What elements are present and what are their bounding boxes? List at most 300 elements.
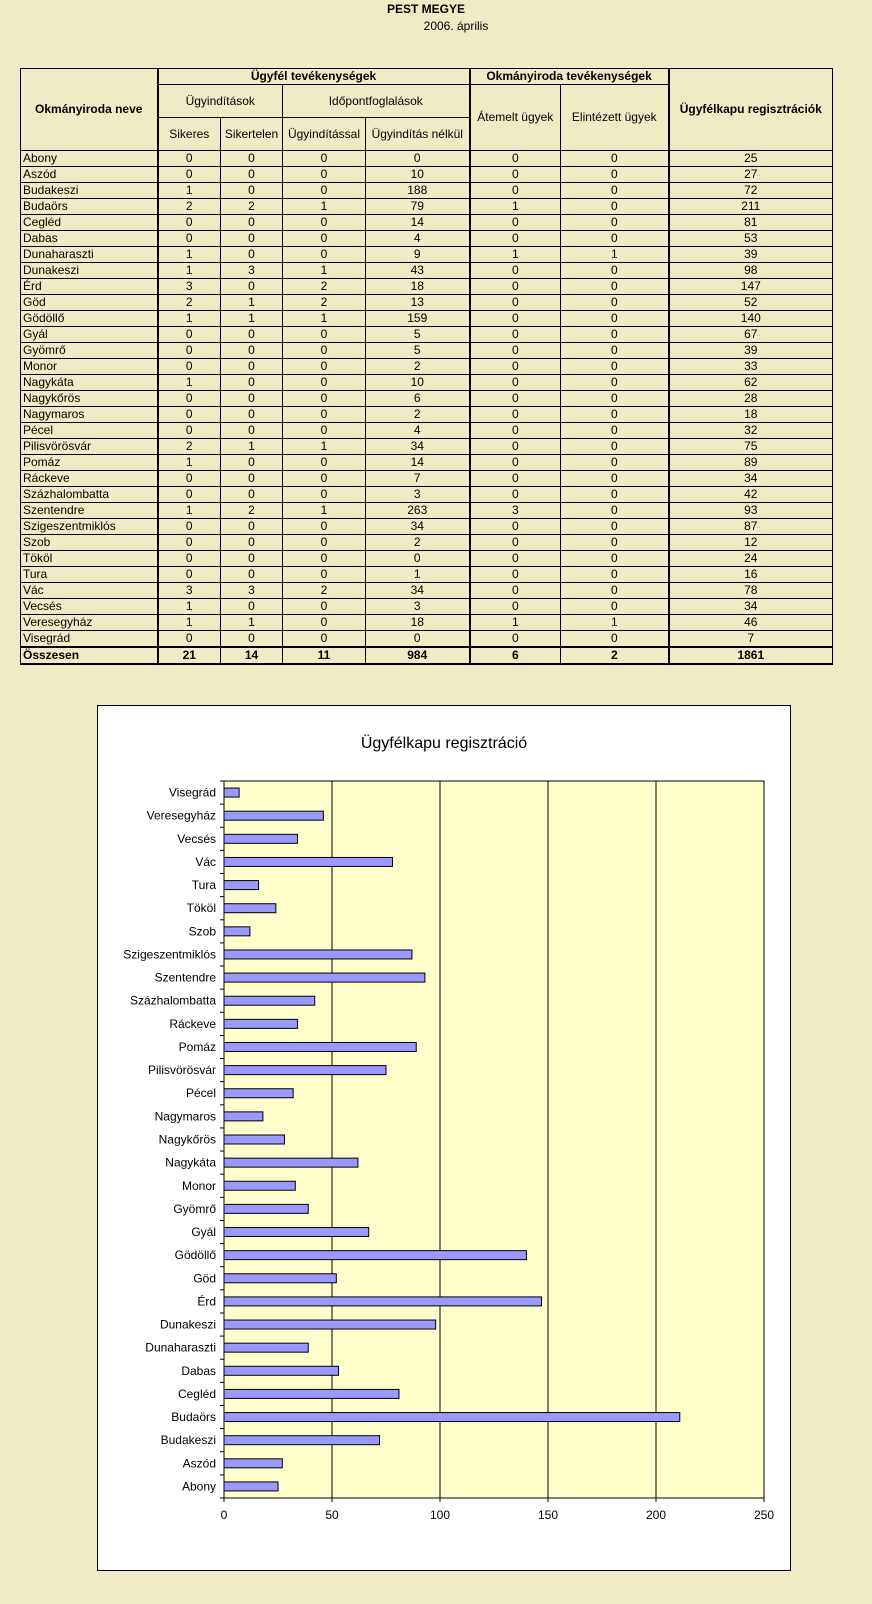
table-row	[21, 503, 833, 519]
cell-elintezett: 0	[561, 471, 669, 487]
office-name: Budaörs	[21, 199, 158, 215]
cell-ugyinditas-nelkul: 34	[366, 439, 470, 455]
cell-kapu: 67	[669, 327, 833, 343]
cell-ugyinditas-nelkul: 10	[366, 375, 470, 391]
cell-sikertelen: 2	[221, 199, 283, 215]
cell-kapu: 12	[669, 535, 833, 551]
x-tick-label: 0	[220, 1508, 228, 1522]
cell-elintezett: 0	[561, 503, 669, 519]
category-label: Százhalombatta	[129, 993, 216, 1008]
category-label: Visegrád	[168, 785, 216, 800]
cell-ugyinditas-nelkul: 13	[366, 295, 470, 311]
x-tick-label: 200	[645, 1508, 667, 1522]
category-label: Nagykáta	[165, 1155, 216, 1170]
cell-sikertelen: 0	[221, 567, 283, 583]
cell-ugyinditas-nelkul: 7	[366, 471, 470, 487]
cell-ugyinditassal: 0	[283, 247, 366, 263]
office-name: Dunaharaszti	[21, 247, 158, 263]
office-name: Nagymaros	[21, 407, 158, 423]
page-date: 2006. április	[423, 19, 489, 33]
cell-kapu: 24	[669, 551, 833, 567]
office-name: Ráckeve	[21, 471, 158, 487]
cell-sikertelen: 2	[221, 503, 283, 519]
cell-sikeres: 0	[158, 567, 221, 583]
office-name: Érd	[21, 279, 158, 295]
cell-atemelt: 0	[470, 519, 561, 535]
cell-ugyinditas-nelkul: 9	[366, 247, 470, 263]
cell-ugyinditassal: 1	[283, 199, 366, 215]
cell-elintezett: 0	[561, 279, 669, 295]
cell-ugyinditassal: 0	[283, 231, 366, 247]
cell-ugyinditas-nelkul: 984	[366, 647, 470, 664]
category-label: Érd	[197, 1294, 216, 1309]
cell-atemelt: 0	[470, 343, 561, 359]
cell-kapu: 42	[669, 487, 833, 503]
cell-sikertelen: 1	[221, 439, 283, 455]
cell-atemelt: 1	[470, 615, 561, 631]
cell-sikertelen: 1	[221, 311, 283, 327]
cell-ugyinditassal: 2	[283, 279, 366, 295]
cell-sikeres: 0	[158, 391, 221, 407]
bar	[224, 1366, 338, 1375]
cell-kapu: 46	[669, 615, 833, 631]
office-name: Szentendre	[21, 503, 158, 519]
cell-sikeres: 3	[158, 279, 221, 295]
category-label: Vecsés	[177, 831, 216, 846]
category-label: Budakeszi	[160, 1433, 216, 1448]
cell-sikeres: 0	[158, 487, 221, 503]
table-row	[21, 599, 833, 615]
col-header-ugyinditas-nelkul: Ügyindítás nélkül	[366, 118, 470, 151]
cell-sikeres: 0	[158, 359, 221, 375]
cell-ugyinditas-nelkul: 3	[366, 599, 470, 615]
cell-ugyinditassal: 0	[283, 375, 366, 391]
table-row	[21, 615, 833, 631]
category-label: Budaörs	[171, 1410, 216, 1425]
cell-sikertelen: 3	[221, 583, 283, 599]
table-row	[21, 167, 833, 183]
cell-kapu: 147	[669, 279, 833, 295]
cell-ugyinditassal: 1	[283, 311, 366, 327]
cell-ugyinditassal: 1	[283, 503, 366, 519]
cell-kapu: 75	[669, 439, 833, 455]
cell-ugyinditassal: 0	[283, 407, 366, 423]
cell-ugyinditassal: 0	[283, 567, 366, 583]
category-label: Pécel	[185, 1086, 216, 1101]
cell-kapu: 25	[669, 151, 833, 167]
cell-kapu: 78	[669, 583, 833, 599]
cell-ugyinditas-nelkul: 6	[366, 391, 470, 407]
cell-kapu: 52	[669, 295, 833, 311]
cell-sikertelen: 14	[221, 647, 283, 664]
category-label: Dabas	[181, 1363, 216, 1378]
cell-ugyinditassal: 0	[283, 615, 366, 631]
table-row	[21, 215, 833, 231]
cell-ugyinditas-nelkul: 2	[366, 359, 470, 375]
cell-sikeres: 2	[158, 439, 221, 455]
bar	[224, 996, 315, 1005]
office-name: Vác	[21, 583, 158, 599]
cell-elintezett: 1	[561, 247, 669, 263]
cell-ugyinditassal: 0	[283, 471, 366, 487]
bar	[224, 927, 250, 936]
cell-atemelt: 0	[470, 375, 561, 391]
cell-elintezett: 0	[561, 455, 669, 471]
cell-elintezett: 0	[561, 167, 669, 183]
cell-atemelt: 0	[470, 407, 561, 423]
group-header-ugyfel: Ügyfél tevékenységek	[158, 69, 470, 85]
col-header-atemelt: Átemelt ügyek	[470, 85, 561, 151]
category-label: Ráckeve	[169, 1016, 216, 1031]
cell-sikertelen: 0	[221, 247, 283, 263]
office-name: Vecsés	[21, 599, 158, 615]
cell-kapu: 16	[669, 567, 833, 583]
cell-sikertelen: 0	[221, 167, 283, 183]
office-name: Pécel	[21, 423, 158, 439]
x-tick-label: 100	[429, 1508, 451, 1522]
cell-ugyinditassal: 0	[283, 599, 366, 615]
cell-sikeres: 0	[158, 327, 221, 343]
cell-ugyinditas-nelkul: 79	[366, 199, 470, 215]
col-header-ugyinditassal: Ügyindítással	[283, 118, 366, 151]
cell-ugyinditassal: 0	[283, 551, 366, 567]
cell-sikeres: 0	[158, 151, 221, 167]
cell-atemelt: 0	[470, 327, 561, 343]
office-name: Gödöllő	[21, 311, 158, 327]
table-row	[21, 279, 833, 295]
category-label: Veresegyház	[146, 808, 216, 823]
office-name: Cegléd	[21, 215, 158, 231]
cell-kapu: 18	[669, 407, 833, 423]
cell-kapu: 98	[669, 263, 833, 279]
cell-atemelt: 0	[470, 455, 561, 471]
cell-elintezett: 0	[561, 583, 669, 599]
cell-sikeres: 0	[158, 471, 221, 487]
cell-ugyinditas-nelkul: 3	[366, 487, 470, 503]
bar	[224, 1204, 308, 1213]
cell-elintezett: 1	[561, 615, 669, 631]
cell-sikeres: 1	[158, 615, 221, 631]
cell-sikertelen: 0	[221, 519, 283, 535]
cell-elintezett: 0	[561, 183, 669, 199]
cell-ugyinditas-nelkul: 159	[366, 311, 470, 327]
bar	[224, 811, 323, 820]
cell-ugyinditassal: 0	[283, 487, 366, 503]
table-row	[21, 407, 833, 423]
cell-elintezett: 0	[561, 567, 669, 583]
table-row	[21, 519, 833, 535]
office-name: Visegrád	[21, 631, 158, 648]
bar	[224, 1042, 416, 1051]
cell-sikeres: 1	[158, 599, 221, 615]
category-label: Pilisvörösvár	[147, 1063, 216, 1078]
cell-kapu: 81	[669, 215, 833, 231]
table-row	[21, 471, 833, 487]
cell-kapu: 7	[669, 631, 833, 648]
category-label: Cegléd	[177, 1386, 216, 1401]
bar	[224, 1389, 399, 1398]
table-row	[21, 423, 833, 439]
category-label: Dunakeszi	[159, 1317, 216, 1332]
cell-atemelt: 0	[470, 599, 561, 615]
cell-kapu: 93	[669, 503, 833, 519]
cell-kapu: 140	[669, 311, 833, 327]
bar	[224, 1019, 297, 1028]
cell-atemelt: 0	[470, 391, 561, 407]
cell-kapu: 53	[669, 231, 833, 247]
total-label: Összesen	[21, 647, 158, 664]
cell-kapu: 211	[669, 199, 833, 215]
cell-atemelt: 0	[470, 183, 561, 199]
office-name: Nagykőrös	[21, 391, 158, 407]
cell-ugyinditas-nelkul: 0	[366, 551, 470, 567]
bar	[224, 881, 259, 890]
cell-atemelt: 1	[470, 247, 561, 263]
cell-atemelt: 0	[470, 535, 561, 551]
category-label: Szigeszentmiklós	[123, 947, 216, 962]
cell-atemelt: 0	[470, 215, 561, 231]
bar	[224, 1413, 680, 1422]
cell-kapu: 34	[669, 599, 833, 615]
cell-elintezett: 0	[561, 343, 669, 359]
table-row	[21, 535, 833, 551]
cell-sikertelen: 0	[221, 423, 283, 439]
cell-kapu: 39	[669, 343, 833, 359]
cell-ugyinditassal: 0	[283, 183, 366, 199]
cell-elintezett: 0	[561, 295, 669, 311]
category-label: Gyál	[191, 1225, 216, 1240]
table-row	[21, 263, 833, 279]
table-row	[21, 247, 833, 263]
cell-ugyinditassal: 0	[283, 631, 366, 648]
col-header-kapu: Ügyfélkapu regisztrációk	[669, 69, 833, 151]
category-label: Aszód	[182, 1456, 216, 1471]
cell-atemelt: 0	[470, 295, 561, 311]
cell-ugyinditas-nelkul: 14	[366, 455, 470, 471]
cell-sikertelen: 0	[221, 455, 283, 471]
cell-sikeres: 0	[158, 343, 221, 359]
cell-sikeres: 0	[158, 407, 221, 423]
office-name: Gyál	[21, 327, 158, 343]
cell-elintezett: 0	[561, 375, 669, 391]
cell-ugyinditas-nelkul: 34	[366, 583, 470, 599]
office-name: Dabas	[21, 231, 158, 247]
cell-elintezett: 0	[561, 535, 669, 551]
cell-ugyinditas-nelkul: 1	[366, 567, 470, 583]
cell-ugyinditas-nelkul: 34	[366, 519, 470, 535]
cell-elintezett: 0	[561, 215, 669, 231]
data-table	[20, 68, 833, 665]
office-name: Szob	[21, 535, 158, 551]
cell-sikertelen: 0	[221, 631, 283, 648]
cell-sikertelen: 0	[221, 487, 283, 503]
cell-elintezett: 0	[561, 311, 669, 327]
cell-elintezett: 0	[561, 551, 669, 567]
cell-kapu: 62	[669, 375, 833, 391]
cell-kapu: 33	[669, 359, 833, 375]
table-row	[21, 551, 833, 567]
category-label: Göd	[193, 1271, 216, 1286]
cell-ugyinditassal: 0	[283, 167, 366, 183]
cell-sikertelen: 0	[221, 151, 283, 167]
cell-sikertelen: 0	[221, 359, 283, 375]
office-name: Aszód	[21, 167, 158, 183]
cell-ugyinditas-nelkul: 188	[366, 183, 470, 199]
category-label: Pomáz	[178, 1039, 216, 1054]
cell-atemelt: 0	[470, 583, 561, 599]
cell-elintezett: 0	[561, 327, 669, 343]
table-row	[21, 151, 833, 167]
cell-elintezett: 0	[561, 407, 669, 423]
category-label: Szentendre	[154, 970, 216, 985]
col-header-sikertelen: Sikertelen	[221, 118, 283, 151]
cell-sikertelen: 0	[221, 183, 283, 199]
table-row	[21, 311, 833, 327]
chart-container	[97, 705, 791, 1571]
cell-ugyinditas-nelkul: 18	[366, 615, 470, 631]
category-label: Nagykőrös	[158, 1132, 216, 1147]
category-label: Tura	[191, 878, 216, 893]
category-label: Gödöllő	[174, 1248, 216, 1263]
cell-ugyinditas-nelkul: 43	[366, 263, 470, 279]
category-label: Tököl	[186, 901, 216, 916]
cell-ugyinditassal: 1	[283, 263, 366, 279]
cell-sikeres: 1	[158, 263, 221, 279]
bar	[224, 1482, 278, 1491]
cell-atemelt: 0	[470, 439, 561, 455]
cell-atemelt: 3	[470, 503, 561, 519]
cell-sikertelen: 0	[221, 375, 283, 391]
table-row	[21, 231, 833, 247]
cell-ugyinditas-nelkul: 14	[366, 215, 470, 231]
cell-atemelt: 0	[470, 263, 561, 279]
cell-kapu: 72	[669, 183, 833, 199]
cell-atemelt: 0	[470, 167, 561, 183]
cell-elintezett: 0	[561, 599, 669, 615]
cell-ugyinditassal: 0	[283, 327, 366, 343]
table-row	[21, 343, 833, 359]
bar	[224, 788, 239, 797]
category-label: Gyömrő	[173, 1201, 216, 1216]
subgroup-header-ugyinditasok: Ügyindítások	[158, 85, 283, 118]
cell-elintezett: 0	[561, 263, 669, 279]
cell-ugyinditassal: 0	[283, 391, 366, 407]
cell-atemelt: 0	[470, 487, 561, 503]
cell-sikertelen: 0	[221, 535, 283, 551]
cell-sikeres: 1	[158, 503, 221, 519]
col-header-elintezett: Elintézett ügyek	[561, 85, 669, 151]
table-row	[21, 439, 833, 455]
cell-sikeres: 0	[158, 215, 221, 231]
office-name: Göd	[21, 295, 158, 311]
cell-kapu: 39	[669, 247, 833, 263]
office-name: Budakeszi	[21, 183, 158, 199]
category-label: Nagymaros	[154, 1109, 216, 1124]
cell-sikertelen: 0	[221, 215, 283, 231]
bar	[224, 1274, 336, 1283]
cell-ugyinditassal: 11	[283, 647, 366, 664]
category-label: Vác	[195, 854, 216, 869]
bar	[224, 1343, 308, 1352]
cell-ugyinditas-nelkul: 4	[366, 231, 470, 247]
office-name: Pilisvörösvár	[21, 439, 158, 455]
cell-sikeres: 0	[158, 631, 221, 648]
page-title: PEST MEGYE	[386, 2, 466, 16]
bar	[224, 1251, 526, 1260]
office-name: Tököl	[21, 551, 158, 567]
category-label: Dunaharaszti	[145, 1340, 216, 1355]
cell-ugyinditassal: 2	[283, 295, 366, 311]
cell-sikertelen: 0	[221, 231, 283, 247]
table-row	[21, 359, 833, 375]
cell-ugyinditassal: 0	[283, 151, 366, 167]
cell-elintezett: 0	[561, 199, 669, 215]
cell-ugyinditassal: 0	[283, 359, 366, 375]
cell-sikeres: 1	[158, 455, 221, 471]
cell-elintezett: 0	[561, 359, 669, 375]
table-row	[21, 631, 833, 648]
cell-atemelt: 0	[470, 311, 561, 327]
cell-sikertelen: 0	[221, 279, 283, 295]
table-row	[21, 199, 833, 215]
table-row	[21, 183, 833, 199]
cell-atemelt: 0	[470, 359, 561, 375]
cell-sikertelen: 0	[221, 551, 283, 567]
office-name: Dunakeszi	[21, 263, 158, 279]
cell-kapu: 27	[669, 167, 833, 183]
cell-sikertelen: 0	[221, 343, 283, 359]
cell-sikeres: 21	[158, 647, 221, 664]
cell-elintezett: 0	[561, 231, 669, 247]
cell-sikeres: 0	[158, 423, 221, 439]
bar	[224, 904, 276, 913]
cell-kapu: 1861	[669, 647, 833, 664]
bar	[224, 1228, 369, 1237]
table-row	[21, 327, 833, 343]
office-name: Veresegyház	[21, 615, 158, 631]
col-header-name: Okmányiroda neve	[21, 69, 158, 151]
cell-sikertelen: 1	[221, 615, 283, 631]
office-name: Gyömrő	[21, 343, 158, 359]
cell-sikeres: 2	[158, 199, 221, 215]
bar	[224, 834, 297, 843]
table-row	[21, 375, 833, 391]
chart-title: Ügyfélkapu regisztráció	[360, 735, 528, 752]
cell-sikeres: 0	[158, 519, 221, 535]
cell-sikertelen: 0	[221, 407, 283, 423]
bar	[224, 1320, 436, 1329]
cell-kapu: 89	[669, 455, 833, 471]
cell-ugyinditas-nelkul: 5	[366, 327, 470, 343]
office-name: Tura	[21, 567, 158, 583]
cell-atemelt: 0	[470, 471, 561, 487]
table-row	[21, 295, 833, 311]
category-label: Abony	[181, 1479, 216, 1494]
cell-ugyinditassal: 0	[283, 519, 366, 535]
table-row	[21, 487, 833, 503]
cell-sikeres: 3	[158, 583, 221, 599]
bar	[224, 1459, 282, 1468]
cell-kapu: 28	[669, 391, 833, 407]
cell-atemelt: 6	[470, 647, 561, 664]
cell-sikertelen: 3	[221, 263, 283, 279]
cell-sikertelen: 0	[221, 327, 283, 343]
cell-ugyinditassal: 0	[283, 455, 366, 471]
bar	[224, 1066, 386, 1075]
category-label: Monor	[181, 1178, 216, 1193]
bar	[224, 857, 392, 866]
cell-atemelt: 0	[470, 631, 561, 648]
